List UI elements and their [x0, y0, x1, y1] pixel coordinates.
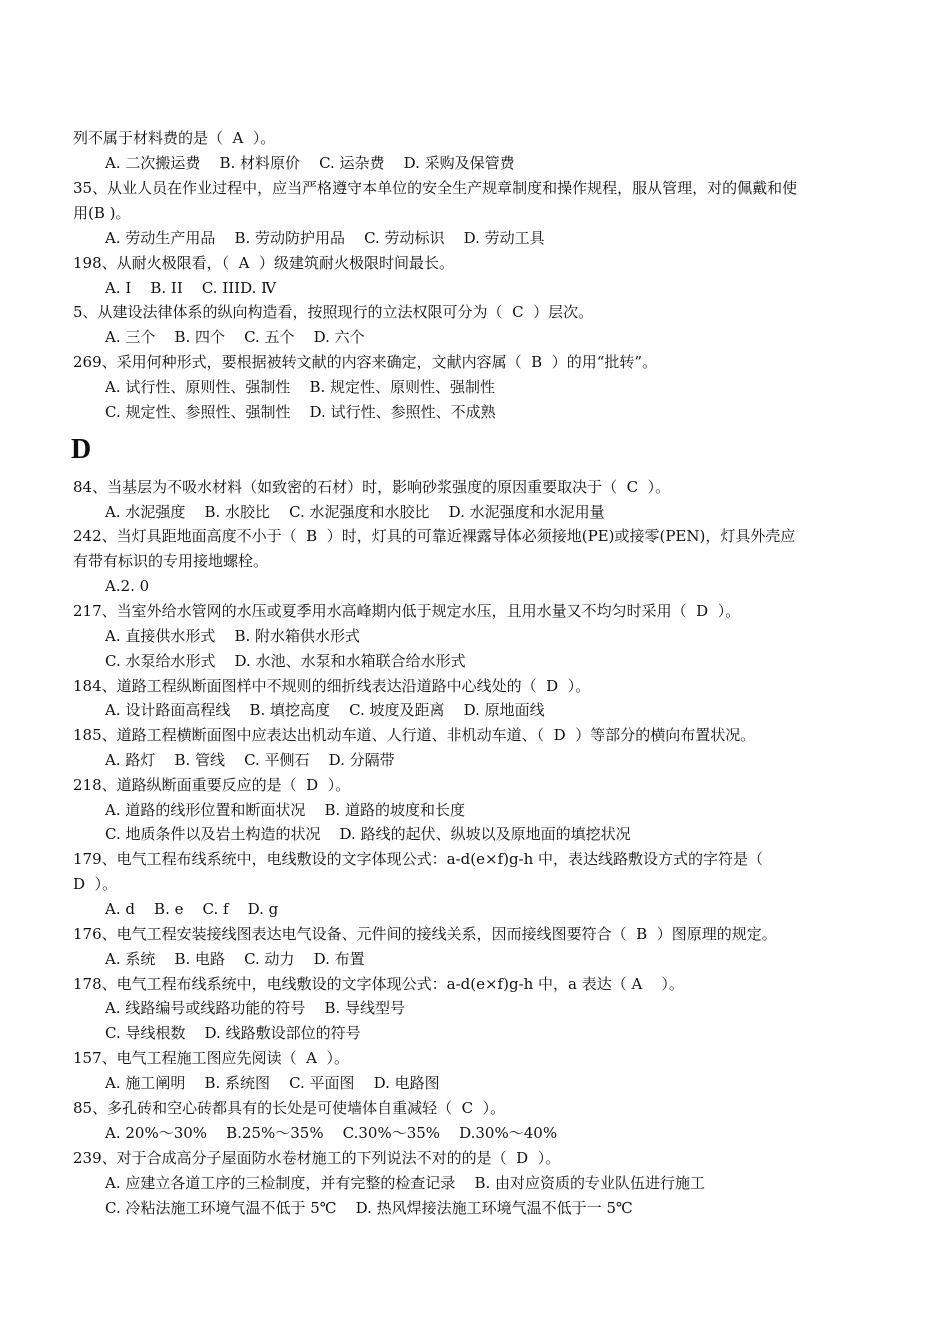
question-198: 198、从耐火极限看，（ A ）级建筑耐火极限时间最长。 [73, 254, 455, 272]
answer-options: A. 路灯 B. 管线 C. 平侧石 D. 分隔带 [105, 751, 395, 769]
answer-options: A. 试行性、原则性、强制性 B. 规定性、原则性、强制性 [105, 378, 496, 396]
question-85: 85、多孔砖和空心砖都具有的长处是可使墙体自重减轻（ C ）。 [73, 1099, 506, 1117]
answer-options: C. 地质条件以及岩土构造的状况 D. 路线的起伏、纵坡以及原地面的填挖状况 [105, 825, 631, 843]
answer-options: A. 线路编号或线路功能的符号 B. 导线型号 [105, 999, 406, 1017]
question-84: 84、当基层为不吸水材料（如致密的石材）时，影响砂浆强度的原因重要取决于（ C ）。 [73, 478, 671, 496]
answer-options: A. 应建立各道工序的三检制度，并有完整的检查记录 B. 由对应资质的专业队伍进行施工 [105, 1174, 706, 1192]
question-242-continuation: 有带有标识的专用接地螺栓。 [73, 552, 269, 570]
answer-options: A. 水泥强度 B. 水胶比 C. 水泥强度和水胶比 D. 水泥强度和水泥用量 [105, 503, 605, 521]
question-179-continuation: D ）。 [73, 875, 118, 893]
question-157: 157、电气工程施工图应先阅读（ A ）。 [73, 1049, 350, 1067]
answer-options: A. 道路的线形位置和断面状况 B. 道路的坡度和长度 [105, 801, 466, 819]
answer-options: A. 设计路面高程线 B. 填挖高度 C. 坡度及距离 D. 原地面线 [105, 701, 545, 719]
question-239: 239、对于合成高分子屋面防水卷材施工的下列说法不对的的是（ D ）。 [73, 1149, 561, 1167]
answer-options: A. I B. II C. IIID. Ⅳ [105, 279, 277, 297]
answer-options: C. 导线根数 D. 线路敷设部位的符号 [105, 1024, 361, 1042]
answer-options: A. 劳动生产用品 B. 劳动防护用品 C. 劳动标识 D. 劳动工具 [105, 229, 545, 247]
answer-options: A. d B. e C. f D. g [105, 900, 279, 918]
question-184: 184、道路工程纵断面图样中不规则的细折线表达沿道路中心线处的（ D ）。 [73, 677, 591, 695]
answer-options: A. 三个 B. 四个 C. 五个 D. 六个 [105, 328, 365, 346]
answer-options: A. 二次搬运费 B. 材料原价 C. 运杂费 D. 采购及保管费 [105, 154, 515, 172]
answer-options: A. 系统 B. 电路 C. 动力 D. 布置 [105, 950, 365, 968]
question-179: 179、电气工程布线系统中，电线敷设的文字体现公式：a-d(e×f)g-h 中，表达线路敷设方式的字符是（ [73, 850, 764, 868]
answer-options: C. 规定性、参照性、强制性 D. 试行性、参照性、不成熟 [105, 403, 496, 421]
question-185: 185、道路工程横断面图中应表达出机动车道、人行道、非机动车道、（ D ）等部分的横向布置状况。 [73, 726, 756, 744]
answer-options: A. 20%～30% B.25%～35% C.30%～35% D.30%～40% [105, 1124, 558, 1142]
answer-options: A.2. 0 [105, 577, 150, 595]
answer-options: C. 水泵给水形式 D. 水池、水泵和水箱联合给水形式 [105, 652, 466, 670]
question-176: 176、电气工程安装接线图表达电气设备、元件间的接线关系，因而接线图要符合（ B ）图原理的规定。 [73, 925, 777, 943]
question-242: 242、当灯具距地面高度不小于（ B ）时，灯具的可靠近裸露导体必须接地(PE)或接零(PEN)，灯具外壳应 [73, 527, 796, 545]
question-217: 217、当室外给水管网的水压或夏季用水高峰期内低于规定水压，且用水量又不均匀时采用（ D ）。 [73, 602, 741, 620]
answer-options: A. 施工阐明 B. 系统图 C. 平面图 D. 电路图 [105, 1074, 440, 1092]
question-35-continuation: 用(B )。 [73, 204, 131, 222]
question-218: 218、道路纵断面重要反应的是（ D ）。 [73, 776, 351, 794]
question-5: 5、从建设法律体系的纵向构造看，按照现行的立法权限可分为（ C ）层次。 [73, 303, 594, 321]
answer-options: C. 冷粘法施工环境气温不低于 5℃ D. 热风焊接法施工环境气温不低于一 5℃ [105, 1199, 633, 1217]
question-continuation: 列不属于材料费的是（ A ）。 [73, 129, 276, 147]
question-178: 178、电气工程布线系统中，电线敷设的文字体现公式：a-d(e×f)g-h 中，a 表达（ A ）。 [73, 975, 684, 993]
section-heading: D [71, 434, 92, 465]
question-269: 269、采用何种形式，要根据被转文献的内容来确定，文献内容属（ B ）的用“批转”。 [73, 353, 658, 371]
answer-options: A. 直接供水形式 B. 附水箱供水形式 [105, 627, 361, 645]
question-35: 35、从业人员在作业过程中，应当严格遵守本单位的安全生产规章制度和操作规程，服从管理，对的佩戴和使 [73, 179, 798, 197]
